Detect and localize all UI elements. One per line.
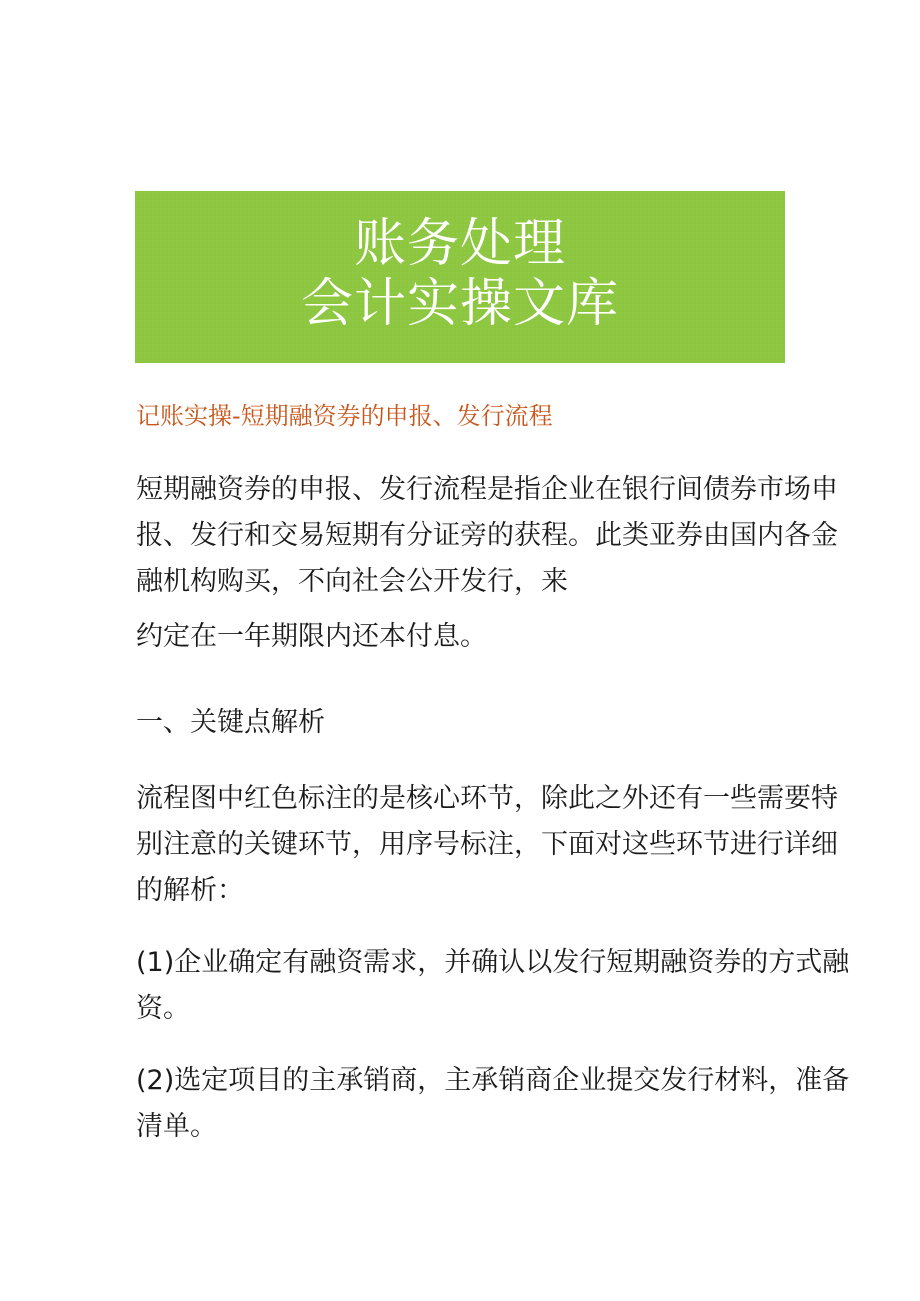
intro-line: 短期融资券的申报、发行流程是指企业在银行间债券市场申 [136,474,838,505]
banner-title-line-2: 会计实操文库 [300,274,619,334]
intro-line: 报、发行和交易短期有分证旁的获程。此类亚券由国内各金 [136,520,838,551]
list-item-1-line: 资。 [136,993,190,1024]
section-heading-text: 一、关键点解析 [136,707,325,738]
list-item-2-line: (2)选定项目的主承销商，主承销商企业提交发行材料，准备 [136,1065,850,1096]
section-line: 的解析： [136,875,244,906]
intro-continuation-line: 约定在一年期限内还本付息。 [136,621,487,652]
intro-continuation [136,614,796,660]
intro-line: 融机构购买，不向社会公开发行，来 [136,566,568,597]
list-item-1-line: (1)企业确定有融资需求，并确认以发行短期融资券的方式融 [136,947,850,978]
list-item-1 [136,940,850,1032]
list-item-2 [136,1058,850,1150]
article-title: 记账实操-短期融资券的申报、发行流程 [136,402,553,430]
section-paragraph [136,776,838,914]
section-line: 流程图中红色标注的是核心环节，除此之外还有一些需要特 [136,783,838,814]
section-heading [136,700,796,746]
banner-title-line-1: 账务处理 [353,214,566,274]
section-line: 别注意的关键环节，用序号标注，下面对这些环节进行详细 [136,829,838,860]
intro-paragraph [136,467,838,605]
list-item-2-line: 清单。 [136,1111,217,1142]
header-banner [135,191,785,363]
